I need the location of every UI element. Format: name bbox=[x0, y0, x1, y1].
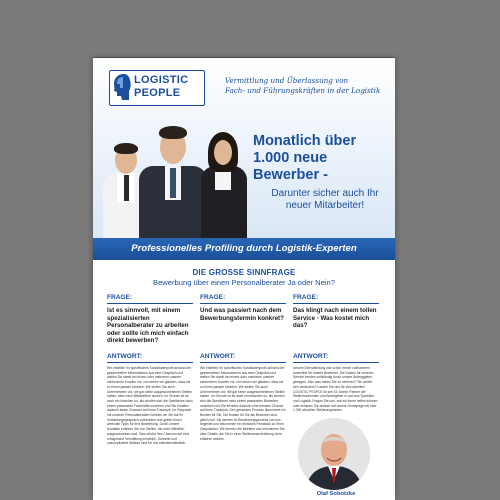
answer-text: Wir erstellen ihr spezifisches Kandidatenprofil anhand der gesammelten Informationen aus dem Gespräch und stellen Sie damit bei einem oder mehreren unserer zahlreichen Kunden vor, von denen wir glauben, dass sie zu Ihnen passen könnten. Wir stellen Sie auch Unternehmen vor, die gar keine ausgeschriebenen Stellen haben, aber nach Mitarbeitern suchen. Im Grunde ist es auch ein bisschen so, als würden sich die Spediteure nach einem passenden Fachkräfte umsehen und Sie erhalten dadurch beste Chancen auf Ihren Traumjob. Im Gespräch mit unseren Personalberatern können wir Sie auf Ihr Vorstellungsgespräch vorbereiten und geben Ihnen wertvolle Tipps für Ihre Bewerbung. Durch unsere Kontakte erfahren Sie von Stellen, die nicht öffentlich ausgeschrieben sind. Dies erhöht Ihre Chancen auf eine erfolgreiche Vermittlung erheblich. Schnelle und unkomplizierte Abläufe sind für uns selbstverständlich. bbox=[107, 366, 193, 446]
question-label: FRAGE: bbox=[107, 294, 193, 304]
person-right bbox=[197, 124, 249, 238]
banner: Professionelles Profiling durch Logistik-Experten bbox=[93, 238, 395, 260]
subline: Darunter sicher auch Ihr neuer Mitarbeiter! bbox=[271, 188, 379, 211]
head-profile-icon bbox=[112, 73, 132, 101]
faq-column-3 bbox=[293, 294, 379, 413]
advisor-name: Olaf Sobotzke bbox=[316, 491, 356, 497]
faq-column-2 bbox=[200, 294, 286, 441]
advisor-portrait-image bbox=[298, 418, 370, 490]
answer-label: ANTWORT: bbox=[107, 353, 193, 363]
answer-text: Wir erstellen Ihr spezifisches Kandidatenprofil anhand der gesammelten Informationen aus dem Gespräch und stellen Sie damit bei einem oder mehreren unserer zahlreichen Kunden vor, von denen wir glauben, dass sie zu Ihnen passen könnten. Wir stellen Sie auch Unternehmen vor, die gar keine ausgeschriebenen Stellen haben. Im Grunde ist es auch ein bisschen so, als würden sich die Spediteure nach einem passenden Bewerber umsehen und Sie erhalten dadurch eine bessere Chance auf Ihren Traumjob. Den gesamten Prozess übernimmt ein Berater für Sie. Die Kosten für Sie als Bewerber sind gleich null. Sie werden im Bewerbungsprozess von uns begleitet und bekommen ein ehrliches Feedback zu Ihren Gesprächen. Wir kennen die Betriebe und informieren Sie über Details, die Sie in einer Stellenausschreibung nicht erfahren würden. bbox=[200, 366, 286, 441]
tagline-line: Vermittlung und Überlassung von bbox=[225, 76, 349, 85]
section-title: DIE GROSSE SINNFRAGE bbox=[192, 268, 296, 277]
tagline bbox=[225, 76, 391, 96]
tagline-line: Fach- und Führungskräften in der Logistik bbox=[225, 86, 381, 95]
question-label: FRAGE: bbox=[293, 294, 379, 304]
advisor-portrait bbox=[298, 418, 370, 490]
question-text: Und was passiert nach dem Bewerbungstermin konkret? bbox=[200, 307, 284, 322]
logo-text-line1: LOGISTIC bbox=[134, 74, 189, 86]
flyer-document bbox=[93, 58, 395, 500]
logo bbox=[109, 70, 205, 106]
question-label: FRAGE: bbox=[200, 294, 286, 304]
answer-label: ANTWORT: bbox=[293, 353, 379, 363]
hero-section bbox=[93, 58, 395, 238]
question-text: Das klingt nach einem tollen Service - Was kostet mich das? bbox=[293, 307, 377, 330]
answer-text: Unsere Dienstleistung war schon immer vollkommen kostenfrei für unsere Bewerber. Die Kosten für unseren Service werden vollständig durch unsere Auftraggeber getragen. Also was haben Sie zu verlieren? Sie wollen sich verändern? Lassen Sie uns für sich arbeiten! LOGISTIC PEOPLE ist seit 15 Jahren Partner der Stellensuchenden und Arbeitgeber in und aus Spedition und Logistik. Fragen Sie uns, wie wir Ihnen helfen können oder schauen Sie einfach auf unsere Homepage mit über 1.000 aktuellen Stellenangeboten. bbox=[293, 366, 378, 413]
question-text: Ist es sinnvoll, mit einem spezialisierten Personalberater zu arbeiten oder sollte ich mich einfach direkt bewerben? bbox=[107, 307, 189, 345]
answer-label: ANTWORT: bbox=[200, 353, 286, 363]
section-subtitle: Bewerbung über einen Personalberater Ja oder Nein? bbox=[153, 278, 335, 287]
headline: Monatlich über 1.000 neue Bewerber - bbox=[253, 133, 357, 183]
faq-column-1 bbox=[107, 294, 193, 446]
logo-text-line2: PEOPLE bbox=[134, 87, 181, 99]
